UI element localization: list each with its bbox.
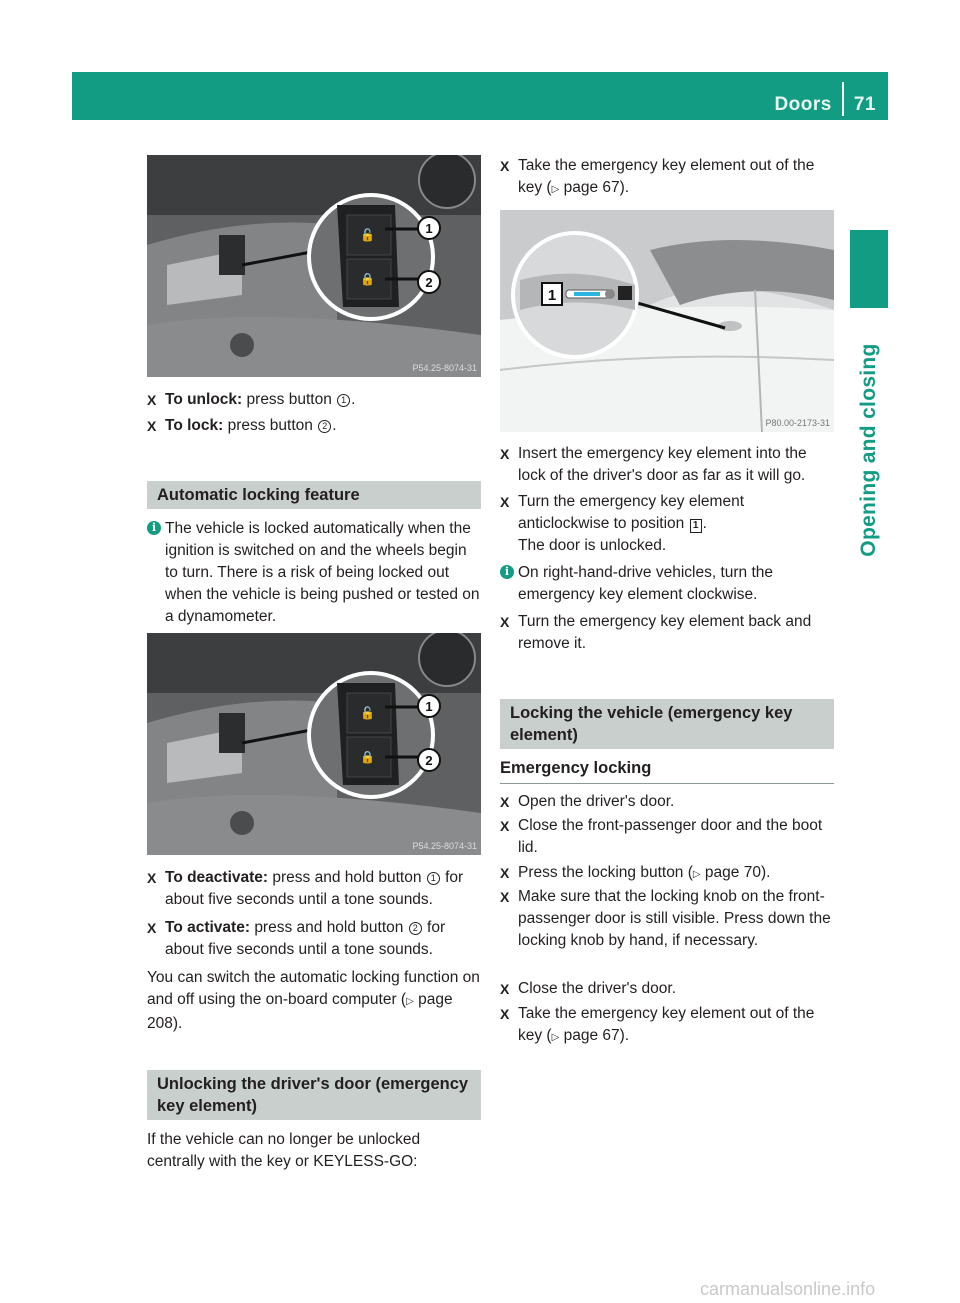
arrow-step-icon: X xyxy=(500,446,510,462)
header-divider xyxy=(842,82,844,116)
svg-text:🔒: 🔒 xyxy=(360,750,375,764)
arrow-step-icon: X xyxy=(147,418,157,434)
step-press-locking-button: X Press the locking button (▷ page 70). xyxy=(500,862,834,886)
button-ref-1: 1 xyxy=(337,394,350,407)
arrow-step-icon: X xyxy=(500,1006,510,1022)
step-take-key-out-2: X Take the emergency key element out of the key (▷ page 67). xyxy=(500,1005,815,1044)
arrow-step-icon: X xyxy=(500,818,510,834)
step-turn-key: X Turn the emergency key element anticlockwise to position 1 . The door is unlocked. xyxy=(500,491,834,557)
side-tab-marker xyxy=(850,230,888,308)
button-ref-2: 2 xyxy=(409,922,422,935)
side-chapter-label: Opening and closing xyxy=(857,343,880,557)
info-icon: i xyxy=(500,565,514,579)
section-heading-unlocking-drivers-door: Unlocking the driver's door (emergency key element) xyxy=(147,1070,481,1120)
svg-text:🔒: 🔒 xyxy=(360,272,375,286)
header-bar xyxy=(72,72,888,120)
section-heading-locking-vehicle: Locking the vehicle (emergency key element) xyxy=(500,699,834,749)
step-activate: X To activate: press and hold button 2 for about five seconds until a tone sounds. xyxy=(147,919,446,958)
car-door-lock-image xyxy=(500,210,834,432)
button-ref-2: 2 xyxy=(318,420,331,433)
svg-text:🔓: 🔓 xyxy=(360,228,375,242)
page-reference-link[interactable]: page 70). xyxy=(704,864,771,881)
step-insert-key: X Insert the emergency key element into the lock of the driver's door as far as it will go. xyxy=(500,445,807,484)
arrow-step-icon: X xyxy=(500,981,510,997)
image-code-3: P80.00-2173-31 xyxy=(765,418,830,428)
step-deactivate: X To deactivate: press and hold button 1 for about five seconds until a tone sounds. xyxy=(147,869,464,908)
arrow-step-icon: X xyxy=(147,920,157,936)
footer-watermark: carmanualsonline.info xyxy=(700,1279,876,1299)
door-buttons-image-2 xyxy=(147,633,481,855)
arrow-step-icon: X xyxy=(500,158,510,174)
image-code-2: P54.25-8074-31 xyxy=(412,841,477,851)
page-reference-link[interactable]: page 208). xyxy=(147,991,453,1032)
step-lock: X To lock: press button 2 . xyxy=(147,415,481,437)
step-make-sure: X Make sure that the locking knob on the front-passenger door is still visible. Press down the locking knob by hand, if necessary. xyxy=(500,888,831,949)
paragraph-switch-locking: You can switch the automatic locking function on and off using the on-board computer (▷ page 208). xyxy=(147,969,480,1032)
step-close-passenger-door: X Close the front-passenger door and the boot lid. xyxy=(500,817,823,856)
callout-1: 1 xyxy=(547,287,557,304)
page-number: 71 xyxy=(853,94,876,115)
subheading-emergency-locking: Emergency locking xyxy=(500,757,834,784)
paragraph-unlock-fallback: If the vehicle can no longer be unlocked centrally with the key or KEYLESS-GO: xyxy=(147,1131,421,1170)
position-ref-1: 1 xyxy=(690,519,702,533)
arrow-step-icon: X xyxy=(147,392,157,408)
page-reference-link[interactable]: page 67). xyxy=(563,1027,630,1044)
arrow-step-icon: X xyxy=(500,794,510,810)
arrow-step-icon: X xyxy=(500,889,510,905)
note-right-hand-drive: i On right-hand-drive vehicles, turn the emergency key element clockwise. xyxy=(500,562,834,606)
page-reference-link[interactable]: page 67). xyxy=(563,179,630,196)
result-door-unlocked: The door is unlocked. xyxy=(518,537,667,554)
step-close-drivers-door: X Close the driver's door. xyxy=(500,978,834,1000)
step-unlock: X To unlock: press button 1 . xyxy=(147,389,481,411)
callout-2: 2 xyxy=(425,275,433,290)
image-code-1: P54.25-8074-31 xyxy=(412,363,477,373)
arrow-step-icon: X xyxy=(500,614,510,630)
door-buttons-image-1 xyxy=(147,155,481,377)
section-heading-automatic-locking: Automatic locking feature xyxy=(147,481,481,509)
step-open-door: X Open the driver's door. xyxy=(500,791,834,813)
header-section-title: Doors xyxy=(774,94,832,115)
note-automatic-locking: i The vehicle is locked automatically when the ignition is switched on and the wheels begin to turn. There is a risk of being locked out when the vehicle is being pushed or tested on a dynamometer. xyxy=(147,518,481,628)
callout-1: 1 xyxy=(425,699,433,714)
arrow-step-icon: X xyxy=(500,865,510,881)
info-icon: i xyxy=(147,521,161,535)
callout-2: 2 xyxy=(425,753,433,768)
step-take-key-out: X Take the emergency key element out of the key (▷ page 67). xyxy=(500,157,815,196)
svg-text:🔓: 🔓 xyxy=(360,706,375,720)
arrow-step-icon: X xyxy=(147,870,157,886)
callout-1: 1 xyxy=(425,221,433,236)
arrow-step-icon: X xyxy=(500,494,510,510)
button-ref-1: 1 xyxy=(427,872,440,885)
step-turn-back: X Turn the emergency key element back and remove it. xyxy=(500,613,812,652)
